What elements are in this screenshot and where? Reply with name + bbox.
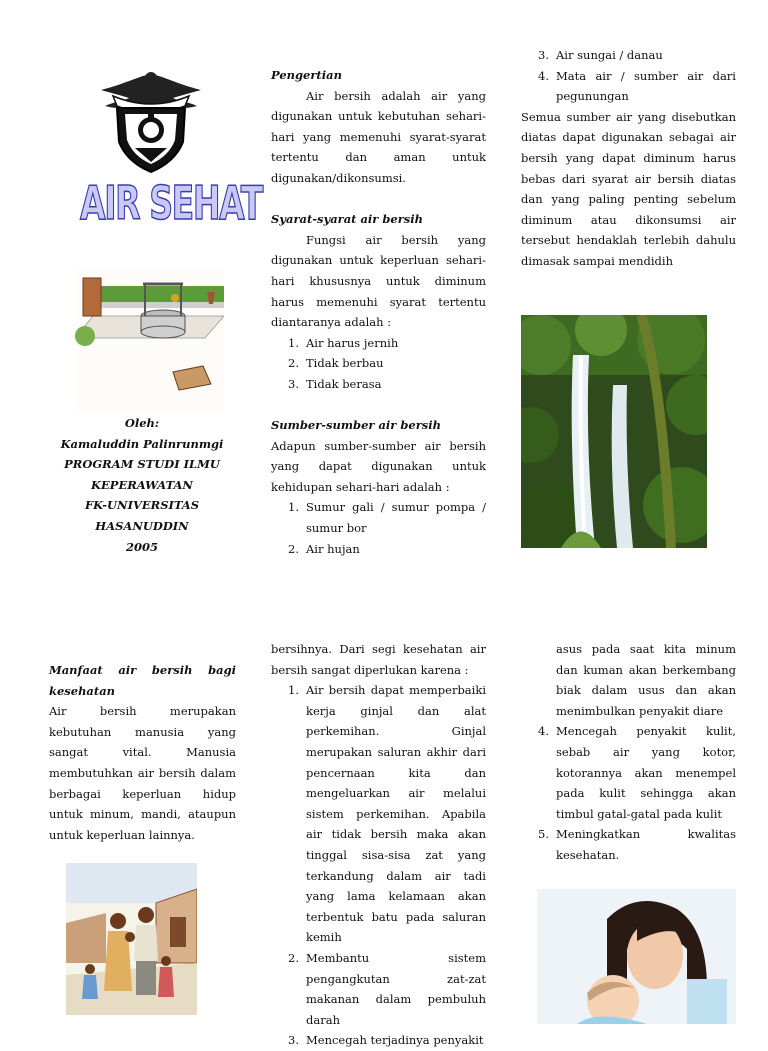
family-illustration: [66, 863, 197, 1015]
list-benefits-cont: [521, 721, 736, 865]
list-item: 3. Air sungai / danau: [538, 48, 663, 62]
list-item: 4. Mata air / sumber air dari pegunungan: [538, 68, 736, 104]
list-item: 2. Tidak berbau: [288, 356, 384, 371]
well-illustration: [75, 240, 224, 411]
section-heading-manfaat: Manfaat air bersih bagi kesehatan: [49, 663, 236, 698]
column-sources-cont: [521, 45, 736, 272]
credit-line: FK-UNIVERSITAS: [84, 498, 200, 513]
column-benefits-cont: [521, 639, 736, 866]
cover-credits: [50, 413, 234, 557]
list-item: 2. Membantu sistem pengangkutan zat-zat makanan dalam pembuluh darah: [288, 950, 486, 1027]
waterfall-photo: [521, 315, 707, 548]
list-item: 3. Mencegah terjadinya penyakit: [288, 1033, 484, 1048]
column-definitions: [271, 65, 486, 559]
cover-title: AIR SEHAT: [80, 176, 262, 230]
list-item: 1. Sumur gali / sumur pompa / sumur bor: [288, 500, 486, 536]
list-item: 4. Mencegah penyakit kulit, sebab air yang kotor, kotorannya akan menempel pada kulit sehingga akan timbul gatal-gatal pada kulit: [538, 724, 736, 821]
list-sumber-cont: [521, 45, 736, 107]
list-syarat: [271, 333, 486, 395]
paragraph-syarat: Fungsi air bersih yang digunakan untuk keperluan sehari-hari khususnya untuk diminum harus memenuhi syarat tertentu diantaranya adalah :: [271, 232, 486, 330]
list-item: 1. Air bersih dapat memperbaiki kerja ginjal dan alat perkemihan. Ginjal merupakan saluran akhir dari pencernaan kita dan mengeluarkan air melalui sistem perkemihan. Apabila air tidak bersih maka akan tinggal sisa-sisa zat yang terkandung dalam air tadi yang lama kelamaan akan terbentuk batu pada saluran kemih: [288, 683, 486, 945]
author-name: Kamaluddin Palinrunmgi: [60, 436, 224, 451]
mother-baby-photo: [537, 889, 736, 1024]
credit-line: KEPERAWATAN: [91, 477, 193, 492]
credit-line: Oleh:: [124, 416, 160, 430]
list-item: 2. Air hujan: [288, 541, 360, 556]
credit-line: HASANUDDIN: [95, 518, 189, 533]
column-benefits-intro: [49, 660, 236, 845]
credit-line: PROGRAM STUDI ILMU: [64, 457, 220, 472]
list-sumber: [271, 497, 486, 559]
university-emblem: [95, 66, 207, 178]
list-item: 1. Air harus jernih: [288, 335, 399, 350]
list-item: 3. Tidak berasa: [288, 376, 382, 391]
paragraph-boil-water: Semua sumber air yang disebutkan diatas dapat digunakan sebagai air bersih yang dapat diminum harus bebas dari syarat air bersih diatas dan yang paling penting sebelum diminum atau dikonsumsi air tersebut hendaklah terlebih dahulu dimasak sampai mendidih: [521, 109, 736, 268]
section-heading-pengertian: Pengertian: [271, 68, 342, 82]
list-benefits: [271, 680, 486, 1051]
paragraph-pengertian: Air bersih adalah air yang digunakan untuk kebutuhan sehari-hari yang memenuhi syarat-syarat tertentu dan aman untuk digunakan/dikonsumsi.: [271, 88, 486, 185]
paragraph-benefit-3-cont: asus pada saat kita minum dan kuman akan berkembang biak dalam usus dan akan menimbulkan penyakit diare: [556, 642, 736, 718]
paragraph-benefits-intro: bersihnya. Dari segi kesehatan air bersih sangat diperlukan karena :: [271, 642, 486, 677]
list-item: 5. Meningkatkan kwalitas kesehatan.: [538, 827, 736, 862]
credit-year: 2005: [125, 539, 158, 554]
section-heading-syarat: Syarat-syarat air bersih: [271, 212, 423, 227]
paragraph-manfaat: Air bersih merupakan kebutuhan manusia yang sangat vital. Manusia membutuhkan air bersih dalam berbagai keperluan hidup untuk minum, mandi, ataupun untuk keperluan lainnya.: [49, 704, 236, 842]
column-benefits-list: [271, 639, 486, 1051]
section-heading-sumber: Sumber-sumber air bersih: [271, 418, 441, 433]
paragraph-sumber: Adapun sumber-sumber air bersih yang dapat digunakan untuk kehidupan sehari-hari adalah :: [271, 438, 486, 494]
